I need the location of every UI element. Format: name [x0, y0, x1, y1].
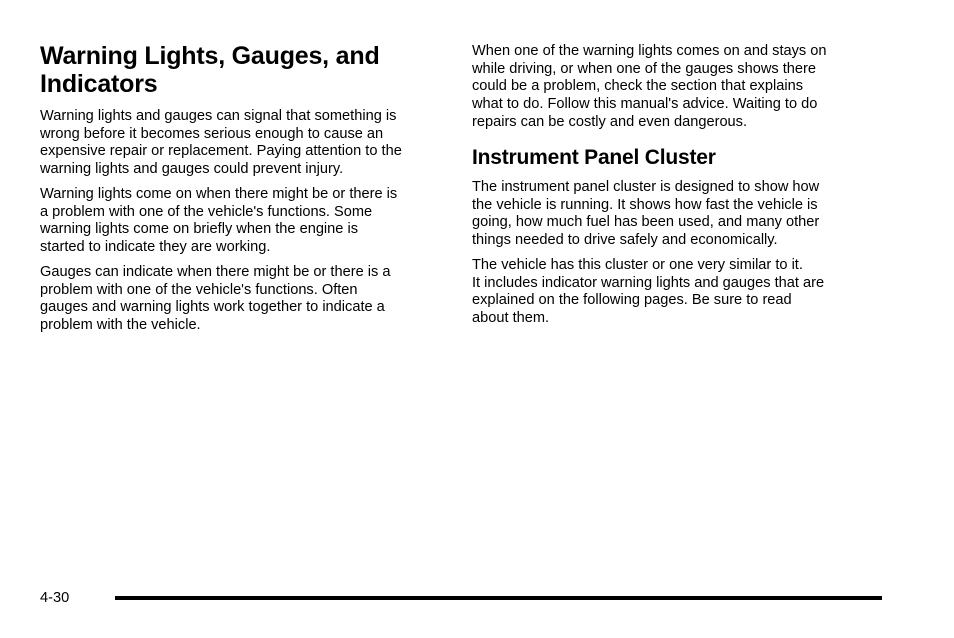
intro-paragraph: When one of the warning lights comes on and stays on while driving, or when one of the gauges shows there could be a problem, check the section that explains what to do. Follow this manual's advice. Waiting to do repairs can be costly and even dangerous.: [472, 43, 827, 130]
body-paragraph: The vehicle has this cluster or one very similar to it. It includes indicator warning lights and gauges that are explained on the following pages. Be sure to read about them.: [472, 257, 825, 327]
body-paragraph: The instrument panel cluster is designed to show how the vehicle is running. It shows how fast the vehicle is going, how much fuel has been used, and many other things needed to drive safely and economically.: [472, 179, 820, 249]
body-paragraph: Warning lights come on when there might be or there is a problem with one of the vehicle's functions. Some warning lights come on briefly when the engine is started to indicate they are working.: [40, 186, 398, 256]
footer-rule: [115, 596, 882, 600]
body-paragraph: Warning lights and gauges can signal that something is wrong before it becomes serious enough to cause an expensive repair or replacement. Paying attention to the warning lights and gauges could prevent injury.: [40, 108, 402, 178]
subsection-title: Instrument Panel Cluster: [472, 146, 716, 169]
body-paragraph: Gauges can indicate when there might be or there is a problem with one of the vehicle's functions. Often gauges and warning lights work together to indicate a problem with the vehicle.: [40, 264, 391, 334]
section-title: Warning Lights, Gauges, and Indicators: [40, 42, 380, 98]
page-number: 4-30: [40, 590, 70, 606]
